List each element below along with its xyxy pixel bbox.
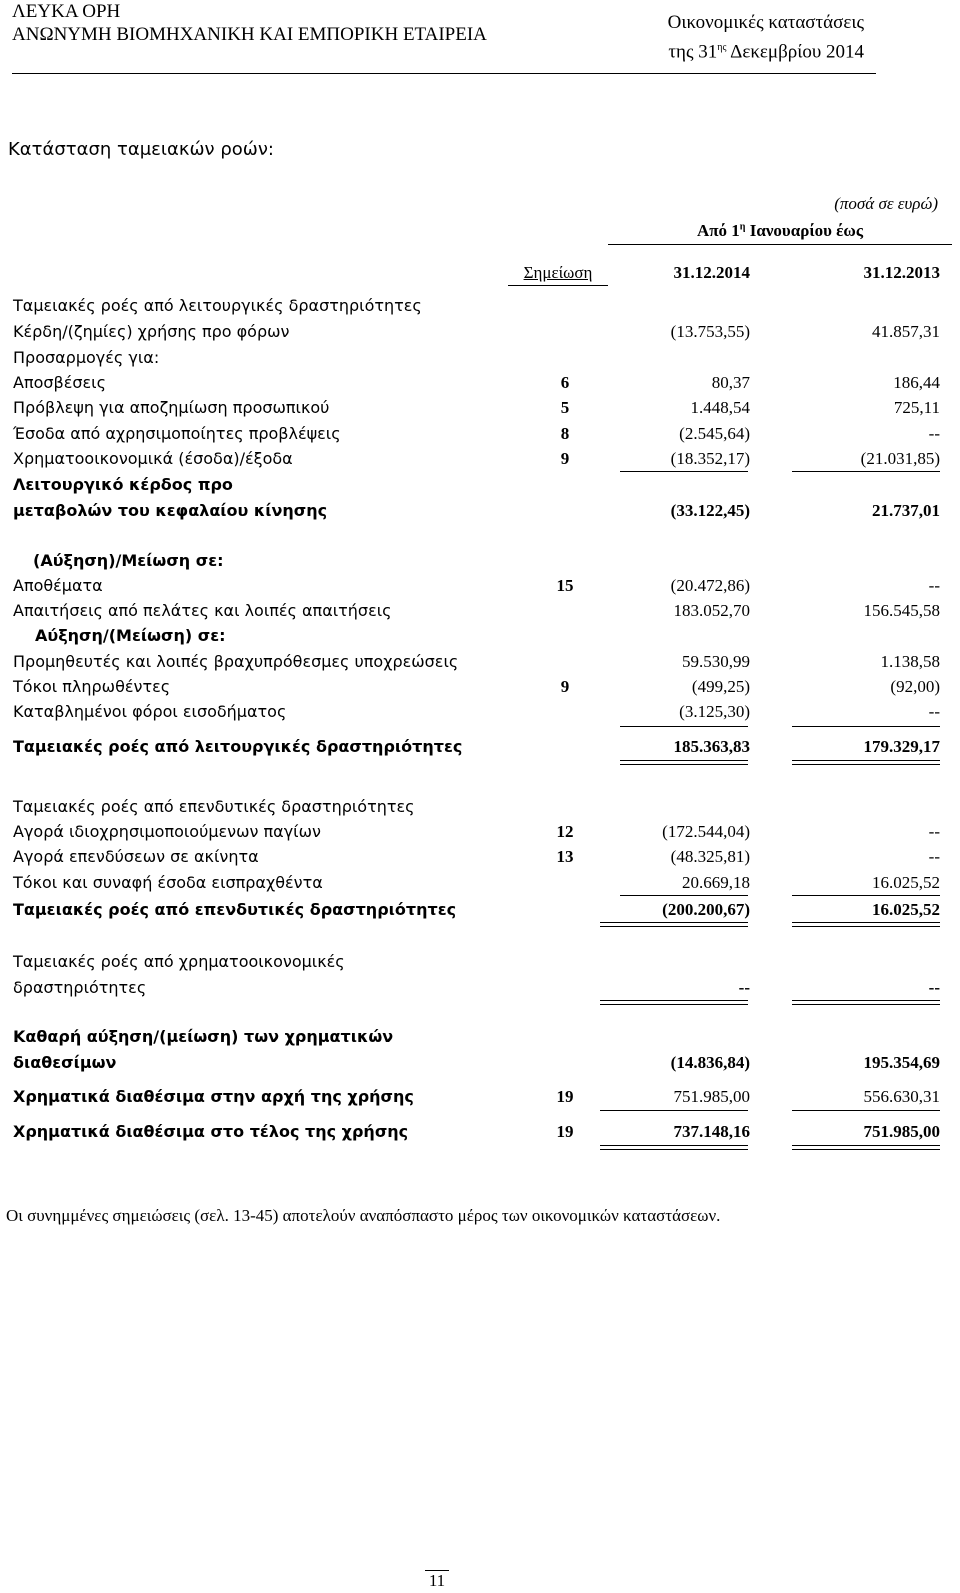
double-underline <box>600 1000 748 1005</box>
section-heading: Ταμειακές ροές από χρηματοοικονομικές <box>13 952 345 971</box>
section-heading: Ταμειακές ροές από λειτουργικές δραστηριότητες <box>13 296 422 315</box>
double-underline <box>792 922 940 927</box>
col-2013-header: 31.12.2013 <box>863 263 940 282</box>
table-row: Αποθέματα 15 (20.472,86) -- <box>13 576 940 595</box>
document-title: Οικονομικές καταστάσεις <box>667 12 864 33</box>
document-header <box>668 10 864 64</box>
table-row: Έσοδα από αχρησιμοποίητες προβλέψεις 8 (2.545,64) -- <box>13 424 940 443</box>
table-row: Κέρδη/(ζημίες) χρήσης προ φόρων (13.753,55) 41.857,31 <box>13 322 940 341</box>
subtotal-rule <box>792 471 940 472</box>
table-row: Καταβλημένοι φόροι εισοδήματος (3.125,30) -- <box>13 702 940 721</box>
total-rule <box>600 1110 748 1111</box>
total-row: διαθεσίμων (14.836,84) 195.354,69 <box>13 1053 940 1072</box>
subheading: (Αύξηση)/Μείωση σε: <box>33 551 224 570</box>
subtotal-label-line: Λειτουργικό κέρδος προ <box>13 475 233 494</box>
statement-title: Κατάσταση ταμειακών ροών: <box>8 139 274 160</box>
subheading: Προσαρμογές για: <box>13 348 160 367</box>
table-row: Χρηματοοικονομικά (έσοδα)/έξοδα 9 (18.352,17) (21.031,85) <box>13 449 940 468</box>
header-rule <box>12 73 876 74</box>
double-underline <box>792 1000 940 1005</box>
table-row: Αποσβέσεις 6 80,37 186,44 <box>13 373 940 392</box>
double-underline <box>600 1145 748 1150</box>
table-row: Αγορά ιδιοχρησιμοποιούμενων παγίων 12 (172.544,04) -- <box>13 822 940 841</box>
table-row: Τόκοι και συναφή έσοδα εισπραχθέντα 20.669,18 16.025,52 <box>13 873 940 892</box>
total-row: Χρηματικά διαθέσιμα στο τέλος της χρήσης 19 737.148,16 751.985,00 <box>13 1122 940 1141</box>
section-heading: Ταμειακές ροές από επενδυτικές δραστηριότητες <box>13 797 415 816</box>
subtotal-label-line: Καθαρή αύξηση/(μείωση) των χρηματικών <box>13 1027 394 1046</box>
table-row: Απαιτήσεις από πελάτες και λοιπές απαιτήσεις 183.052,70 156.545,58 <box>13 601 940 620</box>
table-row: Τόκοι πληρωθέντες 9 (499,25) (92,00) <box>13 677 940 696</box>
amounts-note: (ποσά σε ευρώ) <box>834 194 938 213</box>
total-row: Ταμειακές ροές από επενδυτικές δραστηριότητες (200.200,67) 16.025,52 <box>13 900 940 919</box>
page-number: 11 <box>428 1571 446 1590</box>
document-date: της $31^{\eta\varsigma}$ Δεκεμβρίου 2014 <box>668 41 864 63</box>
double-underline <box>600 922 748 927</box>
double-underline <box>792 1145 940 1150</box>
col-2014-header: 31.12.2014 <box>673 263 750 282</box>
table-row: Χρηματικά διαθέσιμα στην αρχή της χρήσης 19 751.985,00 556.630,31 <box>13 1087 940 1106</box>
subtotal-rule <box>620 471 748 472</box>
total-row: Ταμειακές ροές από λειτουργικές δραστηριότητες 185.363,83 179.329,17 <box>13 737 940 756</box>
double-underline <box>620 760 748 765</box>
column-header-row <box>0 262 960 284</box>
subheading: Αύξηση/(Μείωση) σε: <box>35 626 226 645</box>
note-header-underline <box>508 285 608 286</box>
table-row: Αγορά επενδύσεων σε ακίνητα 13 (48.325,81) -- <box>13 847 940 866</box>
company-header <box>12 0 487 46</box>
total-rule <box>620 726 748 727</box>
footnote: Οι συνημμένες σημειώσεις (σελ. 13-45) αποτελούν αναπόσπαστο μέρος των οικονομικών καταστάσεων. <box>6 1206 721 1225</box>
total-rule <box>792 895 940 896</box>
total-rule <box>792 1110 940 1111</box>
company-legal-name: ΑΝΩΝΥΜΗ ΒΙΟΜΗΧΑΝΙΚΗ ΚΑΙ ΕΜΠΟΡΙΚΗ ΕΤΑΙΡΕΙΑ <box>12 24 487 45</box>
total-rule <box>620 895 748 896</box>
table-row: Πρόβλεψη για αποζημίωση προσωπικού 5 1.448,54 725,11 <box>13 398 940 417</box>
table-row: Προμηθευτές και λοιπές βραχυπρόθεσμες υποχρεώσεις 59.530,99 1.138,58 <box>13 652 940 671</box>
subtotal-row: μεταβολών του κεφαλαίου κίνησης (33.122,45) 21.737,01 <box>13 501 940 520</box>
col-note-header: Σημείωση <box>523 263 593 282</box>
company-name: ΛΕΥΚΑ ΟΡΗ <box>12 1 121 22</box>
period-heading: Από $1^\eta$ Ιανουαρίου έως <box>608 221 952 245</box>
total-row: δραστηριότητες -- -- <box>13 978 940 997</box>
double-underline <box>792 760 940 765</box>
total-rule <box>792 726 940 727</box>
